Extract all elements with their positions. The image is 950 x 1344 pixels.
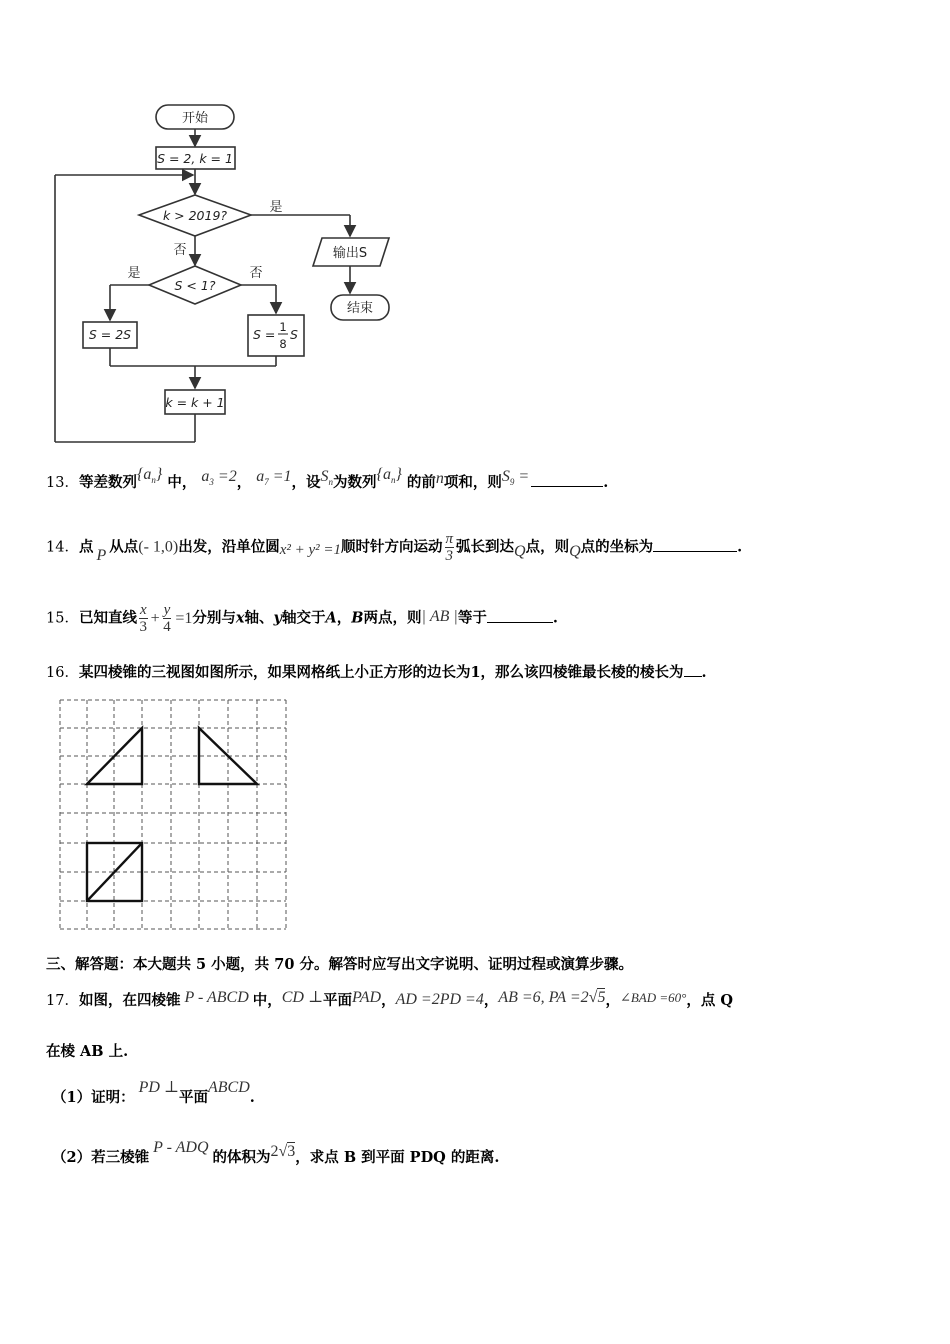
q14-P: P [96,546,107,564]
question-14 [46,531,742,564]
q13-a3: $a_3 =2$ [201,468,237,488]
q14-text-1: 点 [78,538,94,556]
q15-number: 15． [46,610,79,627]
q14-text-3: 出发，沿单位圆 [178,538,280,556]
q13-S9: $S_9$ = [501,468,530,488]
q15-x-axis: x [235,609,245,627]
q17-angle: ∠BAD =60° [619,990,687,1005]
q17-pad: PAD [352,989,382,1006]
flowchart-assign-right-suffix: S [290,327,298,342]
flowchart-no2-label: 否 [249,266,263,281]
q14-text-6: 点，则 [525,538,570,556]
q17-text-5: ， [483,992,499,1009]
q14-text-2: 从点 [109,538,139,556]
q17-p2-pyramid: P - ADQ [153,1139,209,1156]
q17-number: 17． [46,993,79,1009]
q15-text-4: 轴交于 [281,609,326,627]
q13-number: 13． [46,475,79,491]
q14-end: . [737,538,743,556]
q15-comma: ， [336,609,352,627]
q13-n: n [435,470,444,487]
flowchart-init-label: S = 2, k = 1 [157,151,233,166]
q17-p2-text-1: 的体积为 [212,1149,271,1166]
q13-text-4: ，设 [291,474,321,491]
q16-answer-blank[interactable] [684,662,702,677]
q17-p2-label: （2）若三棱锥 [52,1149,150,1166]
three-view-grid [56,696,292,936]
q13-Sn: $S_n$ [320,468,334,488]
q13-a7: $a_7 =1$ [256,468,292,488]
q14-circle: x² + y² =1 [279,541,342,558]
q14-text-7: 点的坐标为 [580,538,654,556]
q15-text-5: 两点，则 [363,609,422,627]
q17-ad: AD =2PD =4 [395,991,484,1008]
question-15 [46,602,558,635]
q15-end: . [552,609,558,627]
q16-text: 某四棱锥的三视图如图所示，如果网格纸上小正方形的边长为1，那么该四棱锥最长棱的棱长为 [78,664,684,681]
q13-end: . [603,474,609,491]
q13-answer-blank[interactable] [531,472,603,487]
q14-point: (- 1,0) [138,538,179,556]
q15-answer-blank[interactable] [487,608,553,623]
q17-p1-label: （1）证明： [52,1089,135,1106]
q15-AB: | AB | [421,607,458,625]
q13-text-6: 的前 [401,474,436,491]
flowchart-start-label: 开始 [181,111,209,126]
flowchart-cond1-label: k > 2019? [162,208,228,223]
q17-part-1 [52,1079,255,1108]
q17-text-3: 平面 [323,992,353,1009]
q17-p2-volume: 2√3 [270,1143,296,1160]
q13-seq-2: $\{a_n\}$ [376,466,402,486]
q14-text-5: 弧长到达 [456,538,515,556]
q17-p1-end: . [249,1089,255,1106]
question-16 [46,662,707,683]
q14-answer-blank[interactable] [653,537,737,552]
q13-text-1: 等差数列 [78,474,137,491]
q17-line-2: 在棱 AB 上. [46,1043,129,1060]
q14-arc-fraction: $\frac{\pi}{3}$ [445,531,454,564]
q15-plus: + [150,609,160,627]
flowchart-output-label: 输出S [332,246,368,261]
q15-B: B [351,609,364,627]
section-3-heading: 三、解答题：本大题共 5 小题，共 70 分。解答时应写出文字说明、证明过程或演算步骤。 [46,956,633,973]
q17-text-6: ， [605,992,620,1009]
q15-frac-x: $\frac{x}{3}$ [139,602,148,635]
q14-text-4: 顺时针方向运动 [341,538,443,556]
q14-Q2: Q [569,542,581,560]
q17-p2-text-2: ，求点 B 到平面 PDQ 的距离. [295,1149,500,1166]
q16-end: . [701,664,707,681]
flowchart-assign-right-den: 8 [279,337,287,351]
q17-ab: AB =6, PA =2√5 [498,989,606,1006]
q13-text-7: 项和，则 [443,474,502,491]
q14-Q1: Q [514,542,526,560]
q14-number: 14． [46,539,79,556]
q15-text-1: 已知直线 [78,609,137,627]
q15-A: A [325,609,337,627]
flowchart-yes2-label: 是 [127,266,141,281]
flowchart-no1-label: 否 [173,243,187,258]
q15-text-2: 分别与 [192,609,236,627]
q17-text-7: ，点 Q [686,992,734,1009]
q13-seq: $\{a_n\}$ [136,466,163,486]
q17-p1-abcd: ABCD [207,1079,250,1096]
q15-frac-y: $\frac{y}{4}$ [163,602,171,635]
q17-pyramid: P - ABCD [184,989,249,1006]
flowchart-end-label: 结束 [346,301,374,316]
flowchart-cond2-label: S < 1? [174,278,216,293]
q17-text-1: 如图，在四棱锥 [78,992,181,1009]
q16-number: 16． [46,665,79,681]
q17-p1-pd: PD ⊥ [138,1079,179,1096]
q15-text-6: 等于 [457,609,487,627]
q17-part-2 [52,1139,500,1168]
q13-text-3: ， [236,474,252,491]
q17-text-4: ， [381,992,396,1009]
flowchart-assign-right-prefix: S = [253,327,276,342]
q13-text-5: 为数列 [333,474,377,491]
question-13 [46,466,609,498]
flowchart [0,0,420,460]
q15-text-3: 轴、 [244,609,274,627]
q15-y-axis: y [273,609,282,627]
flowchart-assign-right-num: 1 [279,320,287,334]
flowchart-assign-left-label: S = 2S [88,327,132,342]
q17-p1-plane: 平面 [178,1089,208,1106]
flowchart-yes1-label: 是 [269,200,283,215]
flowchart-increment-label: k = k + 1 [165,395,225,410]
q13-text-2: 中， [162,474,197,491]
q17-text-2: 中， [252,992,282,1009]
q17-cd: CD ⊥ [281,989,324,1006]
question-17 [46,991,733,1011]
q15-eq: =1 [175,609,193,627]
